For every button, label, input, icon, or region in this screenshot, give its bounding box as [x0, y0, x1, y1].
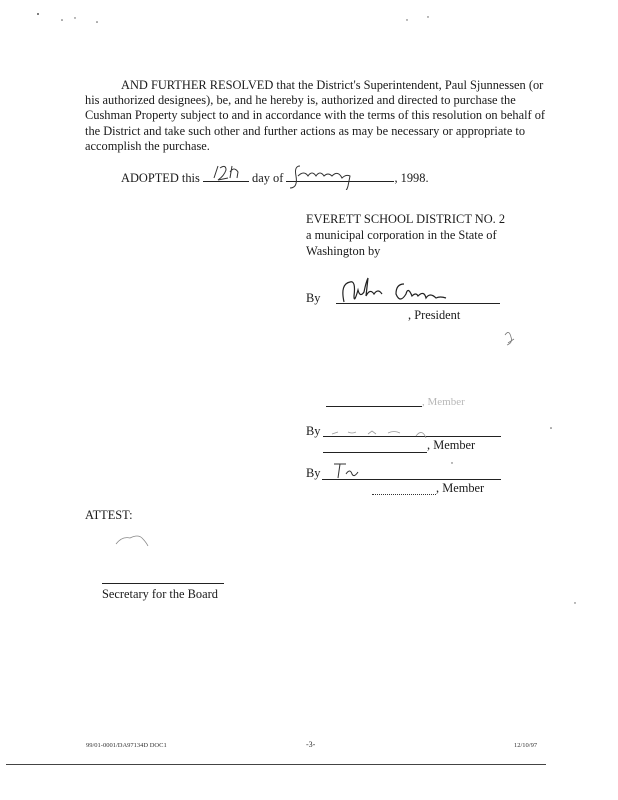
district-description-line2: Washington by: [306, 244, 381, 258]
attest-label: ATTEST:: [85, 508, 133, 522]
president-label: , President: [408, 308, 461, 322]
member3-signature: [330, 458, 370, 482]
footer-date: 12/10/97: [514, 742, 538, 749]
adopted-prefix: ADOPTED this: [121, 171, 200, 185]
secretary-signature-line: [102, 583, 224, 584]
member1-signature-line: [326, 406, 422, 407]
by-label-member2: By: [306, 424, 321, 438]
resolution-text: AND FURTHER RESOLVED that the District's Superintendent, Paul Sjunnessen (or his authorized designees), be, and he hereby is, authorized and directed to purchase the Cushman Property subject to and in accordance with the terms of this resolution on behalf of the District and take such other and further actions as may be necessary or appropriate to accomplish the purchase.: [85, 78, 546, 153]
bottom-rule: [6, 764, 546, 765]
footer-page-number: -3-: [306, 740, 316, 749]
president-signature: [338, 276, 468, 308]
member2-label: , Member: [427, 438, 476, 452]
by-label-member3: By: [306, 466, 321, 480]
district-name: EVERETT SCHOOL DISTRICT NO. 2: [306, 212, 506, 226]
handwritten-month: [290, 160, 380, 190]
adopted-year: , 1998.: [394, 171, 429, 185]
attest-mark: [112, 530, 152, 550]
member2-signature-line: [323, 452, 427, 453]
member1-label-faded: , Member: [422, 396, 465, 408]
member3-signature-line: [372, 494, 436, 495]
footer-doc-id: 99/01-0001/DA97134D DOC1: [86, 742, 167, 749]
member3-label: , Member: [436, 481, 485, 495]
by-label-president: By: [306, 291, 321, 305]
day-of-label: day of: [252, 171, 284, 185]
adopted-line: [121, 169, 429, 186]
handwritten-day: [210, 162, 250, 184]
member2-signature-faint: [328, 424, 438, 444]
district-description-line1: a municipal corporation in the State of: [306, 228, 497, 242]
resolution-paragraph: [85, 78, 547, 154]
secretary-label: Secretary for the Board: [102, 587, 218, 601]
